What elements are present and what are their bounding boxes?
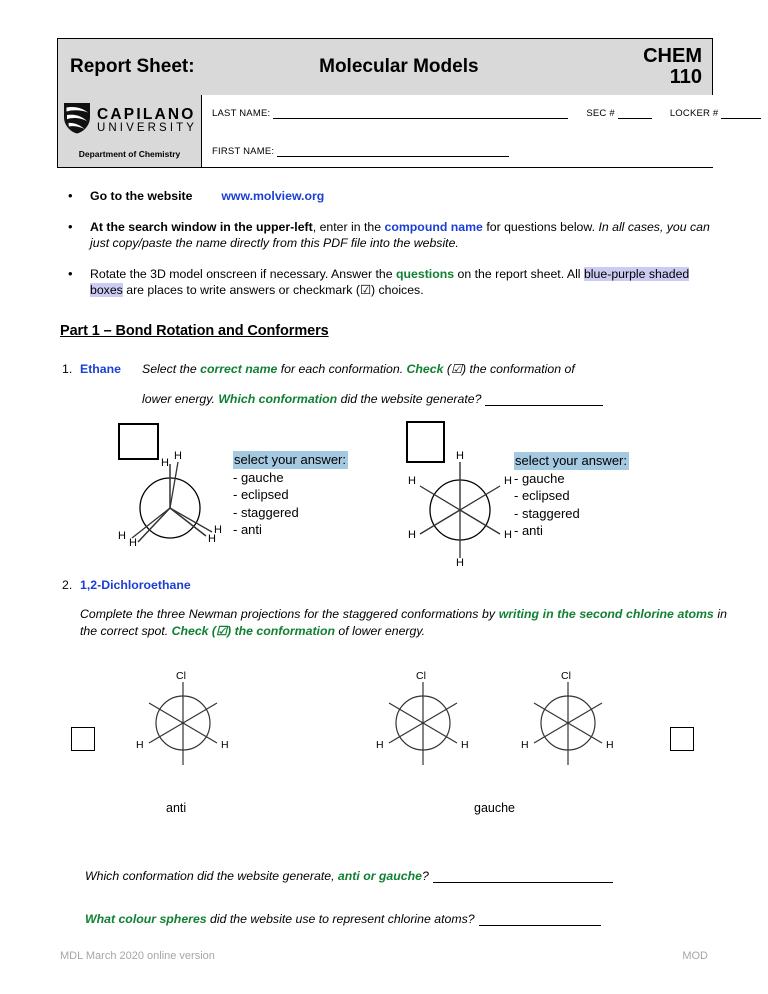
- svg-text:Cl: Cl: [176, 670, 186, 682]
- prompt-part: (☑): [208, 624, 235, 638]
- questions-emphasis: questions: [396, 266, 455, 281]
- choices-title: select your answer:: [515, 453, 627, 468]
- course-code-line1: CHEM: [643, 45, 702, 67]
- prompt-part: Select the: [142, 362, 201, 376]
- choice-anti[interactable]: - anti: [233, 522, 262, 537]
- footer-right-text: MOD: [682, 950, 708, 962]
- prompt-part: in the correct spot.: [80, 607, 727, 638]
- compound-name-emphasis: compound name: [384, 219, 483, 234]
- choice-staggered[interactable]: - staggered: [233, 504, 299, 520]
- check-emphasis: Check: [171, 624, 209, 638]
- instruction-plain-part: on the report sheet. All: [454, 266, 584, 281]
- prompt-part: for each conformation.: [277, 362, 407, 376]
- instruction-plain-part: , enter in the: [312, 219, 385, 234]
- svg-text:H: H: [606, 739, 614, 751]
- svg-text:H: H: [129, 537, 137, 549]
- anti-or-gauche-emphasis: anti or gauche: [337, 869, 422, 883]
- svg-text:H: H: [221, 739, 229, 751]
- prompt-part: (☑) the conformation of: [443, 362, 575, 376]
- prompt-part: Which conformation did the website generate,: [85, 869, 338, 883]
- question-1-compound: Ethane: [80, 362, 121, 376]
- instruction-lead: Go to the website: [90, 189, 193, 203]
- svg-text:H: H: [208, 533, 216, 545]
- choice-gauche[interactable]: - gauche: [233, 469, 284, 485]
- checkbox-dce-anti[interactable]: [71, 727, 95, 751]
- svg-text:Cl: Cl: [561, 670, 571, 682]
- bullet-dot-icon: •: [68, 188, 73, 203]
- svg-text:Cl: Cl: [416, 670, 426, 682]
- choice-gauche[interactable]: - gauche: [514, 470, 565, 486]
- newman-projection-dce-gauche-2: [518, 665, 618, 785]
- bottom-question-colour-input[interactable]: [479, 914, 601, 926]
- svg-text:H: H: [521, 739, 529, 751]
- bottom-question-colour: [85, 912, 601, 926]
- svg-text:H: H: [161, 457, 169, 469]
- newman-projection-dce-gauche-1: [373, 665, 473, 785]
- bullet-dot-icon: •: [68, 218, 73, 234]
- last-name-label: LAST NAME:: [212, 108, 271, 119]
- prompt-part: Complete the three Newman projections for the staggered conformations by: [80, 607, 499, 621]
- label-dce-anti: anti: [166, 801, 187, 815]
- bullet-dot-icon: •: [68, 265, 73, 281]
- choice-eclipsed[interactable]: - eclipsed: [233, 487, 289, 502]
- colour-spheres-emphasis: What colour spheres: [85, 912, 207, 926]
- question-2-number: 2.: [62, 578, 73, 592]
- shaded-boxes-highlight: blue-purple shaded boxes: [90, 266, 690, 297]
- molview-link[interactable]: www.molview.org: [221, 189, 325, 203]
- locker-label: LOCKER #: [669, 108, 719, 119]
- svg-text:H: H: [461, 739, 469, 751]
- prompt-part: did the website generate?: [337, 392, 482, 406]
- svg-text:H: H: [504, 475, 512, 487]
- page-footer: [60, 950, 708, 962]
- svg-text:H: H: [408, 475, 416, 487]
- question-2-compound: 1,2-Dichloroethane: [80, 578, 191, 592]
- svg-text:H: H: [408, 529, 416, 541]
- svg-text:H: H: [136, 739, 144, 751]
- svg-text:H: H: [174, 450, 182, 462]
- instruction-bold-part: At the search window in the upper-left: [90, 219, 313, 234]
- which-conformation-emphasis: Which conformation: [218, 392, 338, 406]
- instruction-plain-part: Rotate the 3D model onscreen if necessary. Answer the: [90, 266, 396, 281]
- writing-chlorine-emphasis: writing in the second chlorine atoms: [498, 607, 714, 621]
- bottom-question-conformation-input[interactable]: [433, 871, 613, 883]
- svg-text:H: H: [376, 739, 384, 751]
- choices-title: select your answer:: [234, 452, 346, 467]
- prompt-part: did the website use to represent chlorine atoms?: [206, 912, 475, 926]
- svg-text:H: H: [118, 530, 126, 542]
- svg-text:H: H: [504, 529, 512, 541]
- part1-heading: Part 1 – Bond Rotation and Conformers: [60, 323, 329, 339]
- svg-text:H: H: [456, 450, 464, 462]
- prompt-part: of lower energy.: [335, 624, 425, 638]
- choice-eclipsed[interactable]: - eclipsed: [514, 488, 570, 503]
- logo-name-university: UNIVERSITY: [97, 121, 198, 134]
- choice-anti[interactable]: - anti: [514, 523, 543, 538]
- footer-left-text: MDL March 2020 online version: [60, 950, 215, 962]
- newman-projection-dce-anti: [133, 665, 233, 785]
- report-sheet-label: Report Sheet:: [70, 56, 195, 77]
- first-name-label: FIRST NAME:: [212, 146, 275, 157]
- page-title: Molecular Models: [319, 56, 479, 77]
- instruction-plain-part: for questions below.: [482, 219, 599, 234]
- sec-label: SEC #: [586, 108, 615, 119]
- course-code-line2: 110: [669, 66, 702, 88]
- checkbox-dce-gauche[interactable]: [670, 727, 694, 751]
- prompt-part: ?: [421, 869, 429, 883]
- instruction-italic-part: In all cases, you can just copy/paste the name directly from this PDF file into the website.: [90, 219, 710, 250]
- svg-text:H: H: [456, 557, 464, 568]
- department-label: Department of Chemistry: [78, 149, 181, 159]
- the-conformation-emphasis: the conformation: [234, 624, 335, 638]
- question-1-number: 1.: [62, 362, 73, 376]
- prompt-part: lower energy.: [142, 392, 219, 406]
- label-dce-gauche: gauche: [474, 801, 516, 815]
- correct-name-emphasis: correct name: [200, 362, 278, 376]
- logo-name-capilano: CAPILANO: [97, 106, 196, 123]
- check-emphasis: Check: [406, 362, 444, 376]
- choice-staggered[interactable]: - staggered: [514, 505, 580, 521]
- svg-text:H: H: [214, 524, 222, 536]
- bottom-question-conformation: [85, 869, 613, 883]
- instruction-plain-part: are places to write answers or checkmark (☑) choices.: [122, 283, 424, 297]
